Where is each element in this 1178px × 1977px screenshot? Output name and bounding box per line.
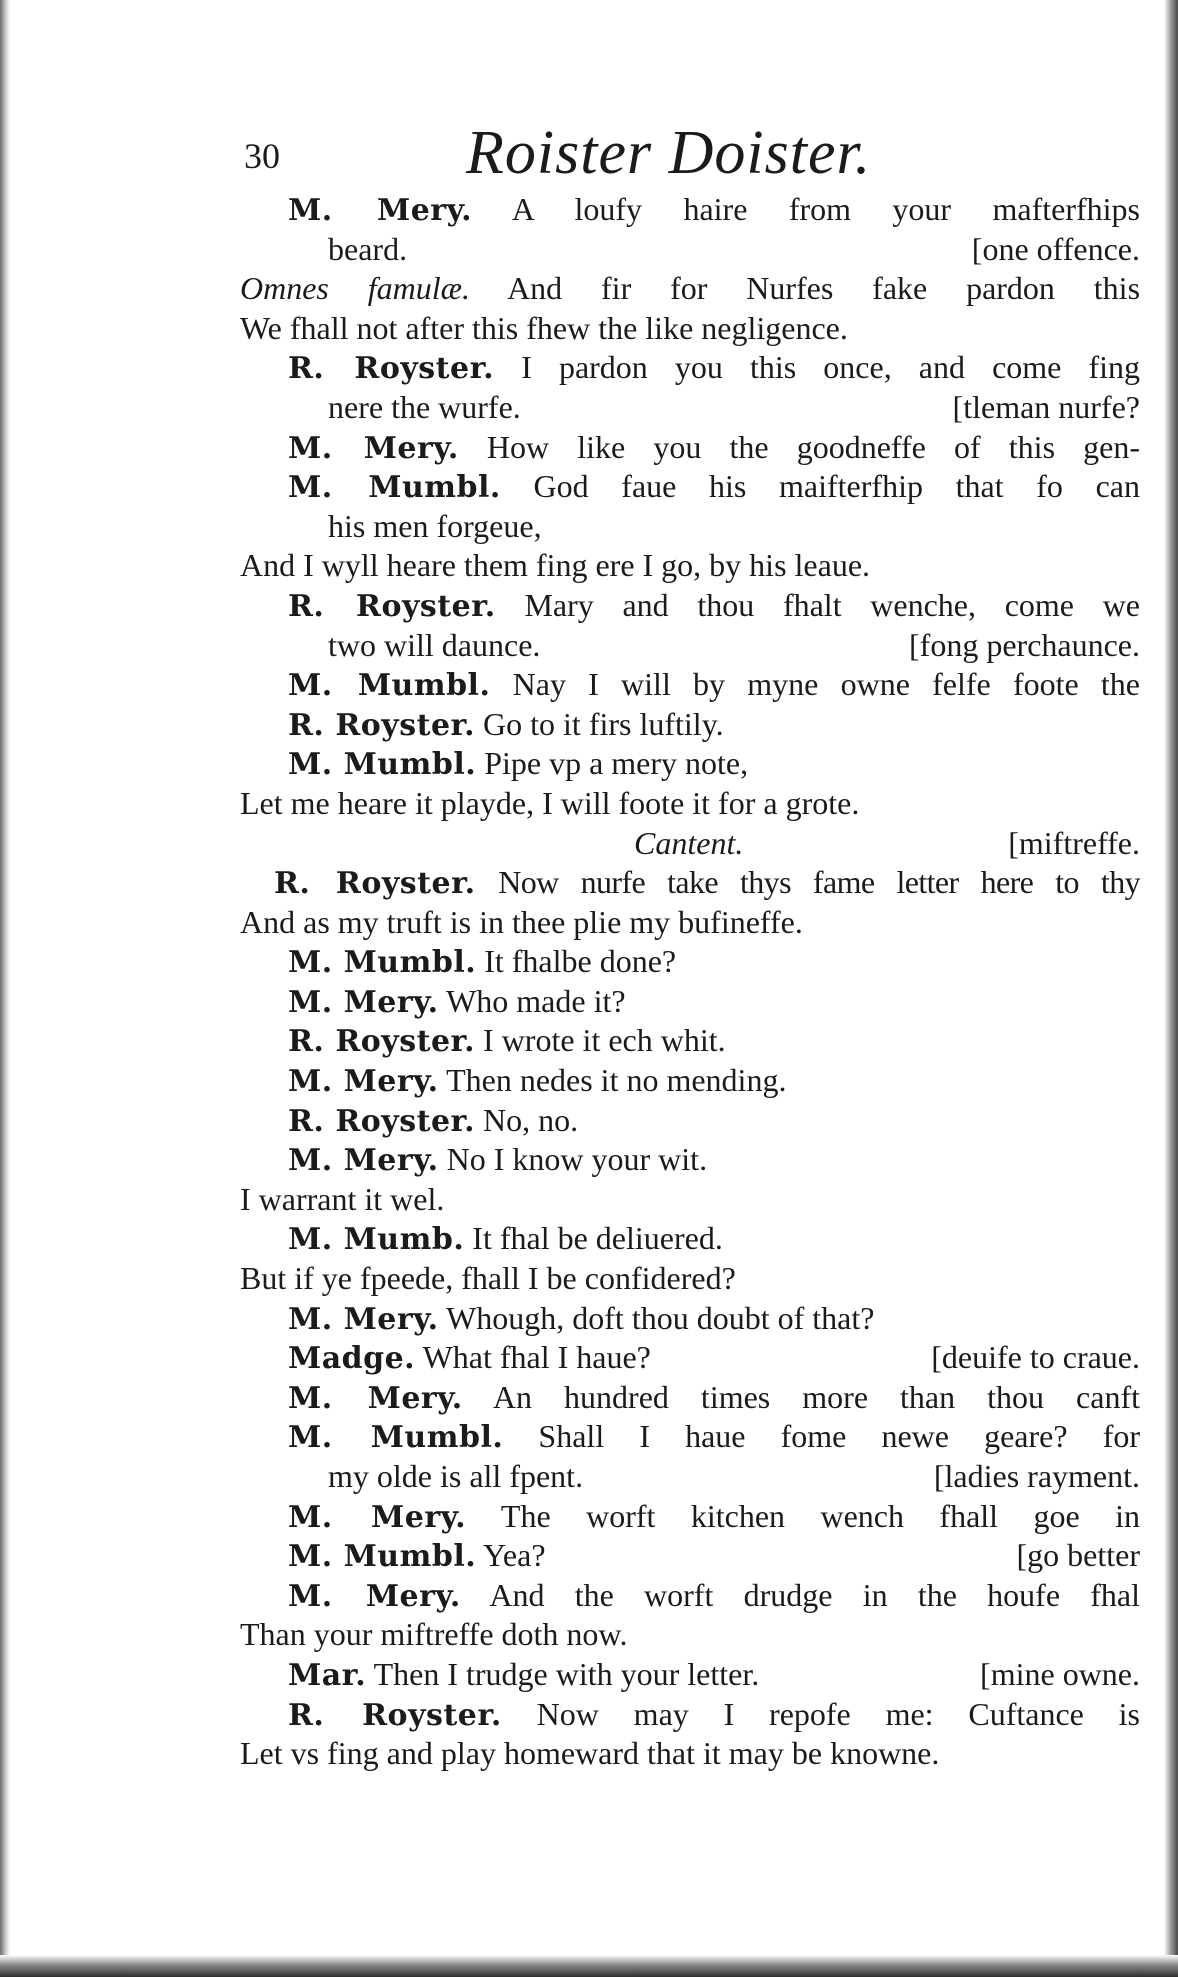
text-line: [230, 863, 1140, 903]
text-line: [230, 1417, 1140, 1457]
text-line: [230, 1101, 1140, 1141]
speaker-name: R. Royster.: [288, 588, 496, 624]
text-line: [230, 1338, 1140, 1378]
page-bottom-edge: [0, 1955, 1178, 1977]
text-line: [230, 1180, 1140, 1220]
stage-direction: Cantent.: [634, 824, 744, 861]
speaker-name: M. Mumb.: [288, 1222, 465, 1258]
line-text: And fir for Nurfes fake pardon this: [507, 270, 1141, 307]
line-text: No I know your wit.: [446, 1141, 708, 1178]
text-line: [230, 230, 1140, 270]
text-line: [230, 1140, 1140, 1180]
line-text: I pardon you this once, and come fing: [521, 349, 1141, 386]
text-line: [230, 388, 1140, 428]
text-line: [230, 942, 1140, 982]
text-line: [230, 1299, 1140, 1339]
line-text: It fhalbe done?: [484, 943, 677, 980]
text-line: [230, 705, 1140, 745]
text-line: [230, 1734, 1140, 1774]
speaker-name: M. Mery.: [288, 1380, 463, 1416]
speaker-name: M. Mery.: [288, 1301, 439, 1337]
line-text: No, no.: [483, 1101, 579, 1138]
line-text: It fhal be deliuered.: [472, 1220, 723, 1257]
text-line: [230, 1695, 1140, 1735]
line-text: Let me heare it playde, I will foote it for a grote.: [240, 784, 860, 821]
turnover-text: [go better: [1016, 1537, 1140, 1574]
line-text: two will daunce.: [328, 626, 541, 663]
text-line: [230, 744, 1140, 784]
speaker-name: R. Royster.: [288, 1697, 502, 1733]
speaker-name: Omnes famulæ.: [240, 270, 470, 307]
line-text: And I wyll heare them fing ere I go, by his leaue.: [240, 547, 871, 584]
line-text: What fhal I haue?: [422, 1339, 651, 1376]
line-text: Then nedes it no mending.: [446, 1062, 787, 1099]
turnover-text: [one offence.: [971, 230, 1140, 267]
text-line: [230, 348, 1140, 388]
line-text: The worft kitchen wench fhall goe in: [500, 1497, 1140, 1534]
turnover-text: [fong perchaunce.: [909, 626, 1140, 663]
speaker-name: M. Mery.: [288, 984, 439, 1020]
line-text: Let vs fing and play homeward that it may be knowne.: [240, 1735, 940, 1772]
page-number: 30: [244, 136, 280, 176]
text-line: [230, 586, 1140, 626]
text-line: [230, 1219, 1140, 1259]
text-line: [230, 1021, 1140, 1061]
turnover-text: [tleman nurfe?: [952, 388, 1140, 425]
line-text: An hundred times more than thou canft: [492, 1378, 1141, 1415]
text-line: [230, 269, 1140, 309]
speaker-name: Mar.: [288, 1657, 367, 1693]
turnover-text: [ladies rayment.: [933, 1458, 1140, 1494]
line-text: Mary and thou fhalt wenche, come we: [524, 586, 1141, 623]
line-text: I warrant it wel.: [240, 1180, 445, 1217]
text-line: [230, 784, 1140, 824]
speaker-name: R. Royster.: [274, 866, 476, 902]
speaker-name: M. Mery.: [288, 1143, 439, 1179]
speaker-name: M. Mumbl.: [288, 470, 501, 506]
text-line: [230, 190, 1140, 230]
running-title: Roister Doister.: [466, 119, 872, 187]
speaker-name: M. Mery.: [288, 1499, 467, 1535]
text-line: [230, 467, 1140, 507]
line-text: his men forgeue,: [328, 507, 542, 544]
line-text: And as my truft is in thee plie my bufineffe.: [240, 903, 803, 940]
text-line: [230, 1536, 1140, 1576]
line-text: beard.: [328, 230, 408, 267]
speaker-name: R. Royster.: [288, 1103, 476, 1139]
turnover-text: [mine owne.: [980, 1655, 1140, 1692]
speaker-name: R. Royster.: [288, 707, 476, 743]
line-text: my olde is all fpent.: [328, 1458, 584, 1494]
line-text: Who made it?: [446, 982, 626, 1019]
text-line: [230, 1497, 1140, 1537]
line-text: But if ye fpeede, fhall I be confidered?: [240, 1260, 736, 1297]
turnover-text: [miftreffe.: [1008, 824, 1140, 861]
speaker-name: M. Mumbl.: [288, 1539, 477, 1575]
text-line: [230, 428, 1140, 468]
line-text: Go to it firs luftily.: [483, 705, 724, 742]
speaker-name: M. Mery.: [288, 1064, 439, 1100]
speaker-name: M. Mumbl.: [288, 1420, 504, 1456]
speaker-name: Madge.: [288, 1341, 416, 1377]
line-text: A loufy haire from your mafterfhips: [511, 191, 1141, 227]
speaker-name: M. Mumbl.: [288, 668, 491, 704]
page-edge-shadow: [1164, 0, 1178, 1977]
text-line: [230, 1615, 1140, 1655]
line-text: nere the wurfe.: [328, 388, 521, 425]
text-line: [230, 507, 1140, 547]
text-line: [230, 903, 1140, 943]
text-line: [230, 1259, 1140, 1299]
speaker-name: R. Royster.: [288, 351, 495, 387]
speaker-name: M. Mumbl.: [288, 945, 477, 981]
line-text: God faue his maifterfhip that fo can: [533, 468, 1140, 505]
book-spine-shadow: [0, 0, 10, 1977]
speaker-name: M. Mery.: [288, 193, 473, 228]
speaker-name: M. Mery.: [288, 430, 459, 466]
text-line: [230, 1576, 1140, 1616]
line-text: Shall I haue fome newe geare? for: [538, 1418, 1141, 1455]
text-line: [230, 626, 1140, 666]
line-text: How like you the goodneffe of this gen-: [486, 428, 1141, 465]
line-text: We fhall not after this fhew the like negligence.: [240, 309, 848, 346]
speaker-name: R. Royster.: [288, 1024, 476, 1060]
text-line: [230, 824, 1140, 864]
text-line: [230, 309, 1140, 349]
line-text: And the worft drudge in the houfe fhal: [489, 1576, 1141, 1613]
line-text: Pipe vp a mery note,: [484, 745, 749, 782]
text-line: [230, 665, 1140, 705]
line-text: Then I trudge with your letter.: [373, 1655, 760, 1692]
speaker-name: M. Mery.: [288, 1578, 461, 1614]
line-text: I wrote it ech whit.: [483, 1022, 726, 1059]
line-text: Now nurfe take thys fame letter here to thy: [498, 864, 1140, 901]
play-text: [230, 190, 1140, 1774]
line-text: Whough, doft thou doubt of that?: [446, 1299, 875, 1336]
line-text: Nay I will by myne owne felfe foote the: [512, 666, 1141, 703]
speaker-name: M. Mumbl.: [288, 747, 477, 783]
text-line: [230, 1655, 1140, 1695]
text-line: [230, 982, 1140, 1022]
text-line: [230, 1378, 1140, 1418]
text-line: [230, 1457, 1140, 1497]
text-line: [230, 546, 1140, 586]
line-text: Than your miftreffe doth now.: [240, 1616, 628, 1653]
line-text: Yea?: [483, 1537, 546, 1574]
line-text: Now may I repofe me: Cuftance is: [536, 1695, 1141, 1732]
turnover-text: [deuife to craue.: [931, 1339, 1140, 1376]
text-line: [230, 1061, 1140, 1101]
